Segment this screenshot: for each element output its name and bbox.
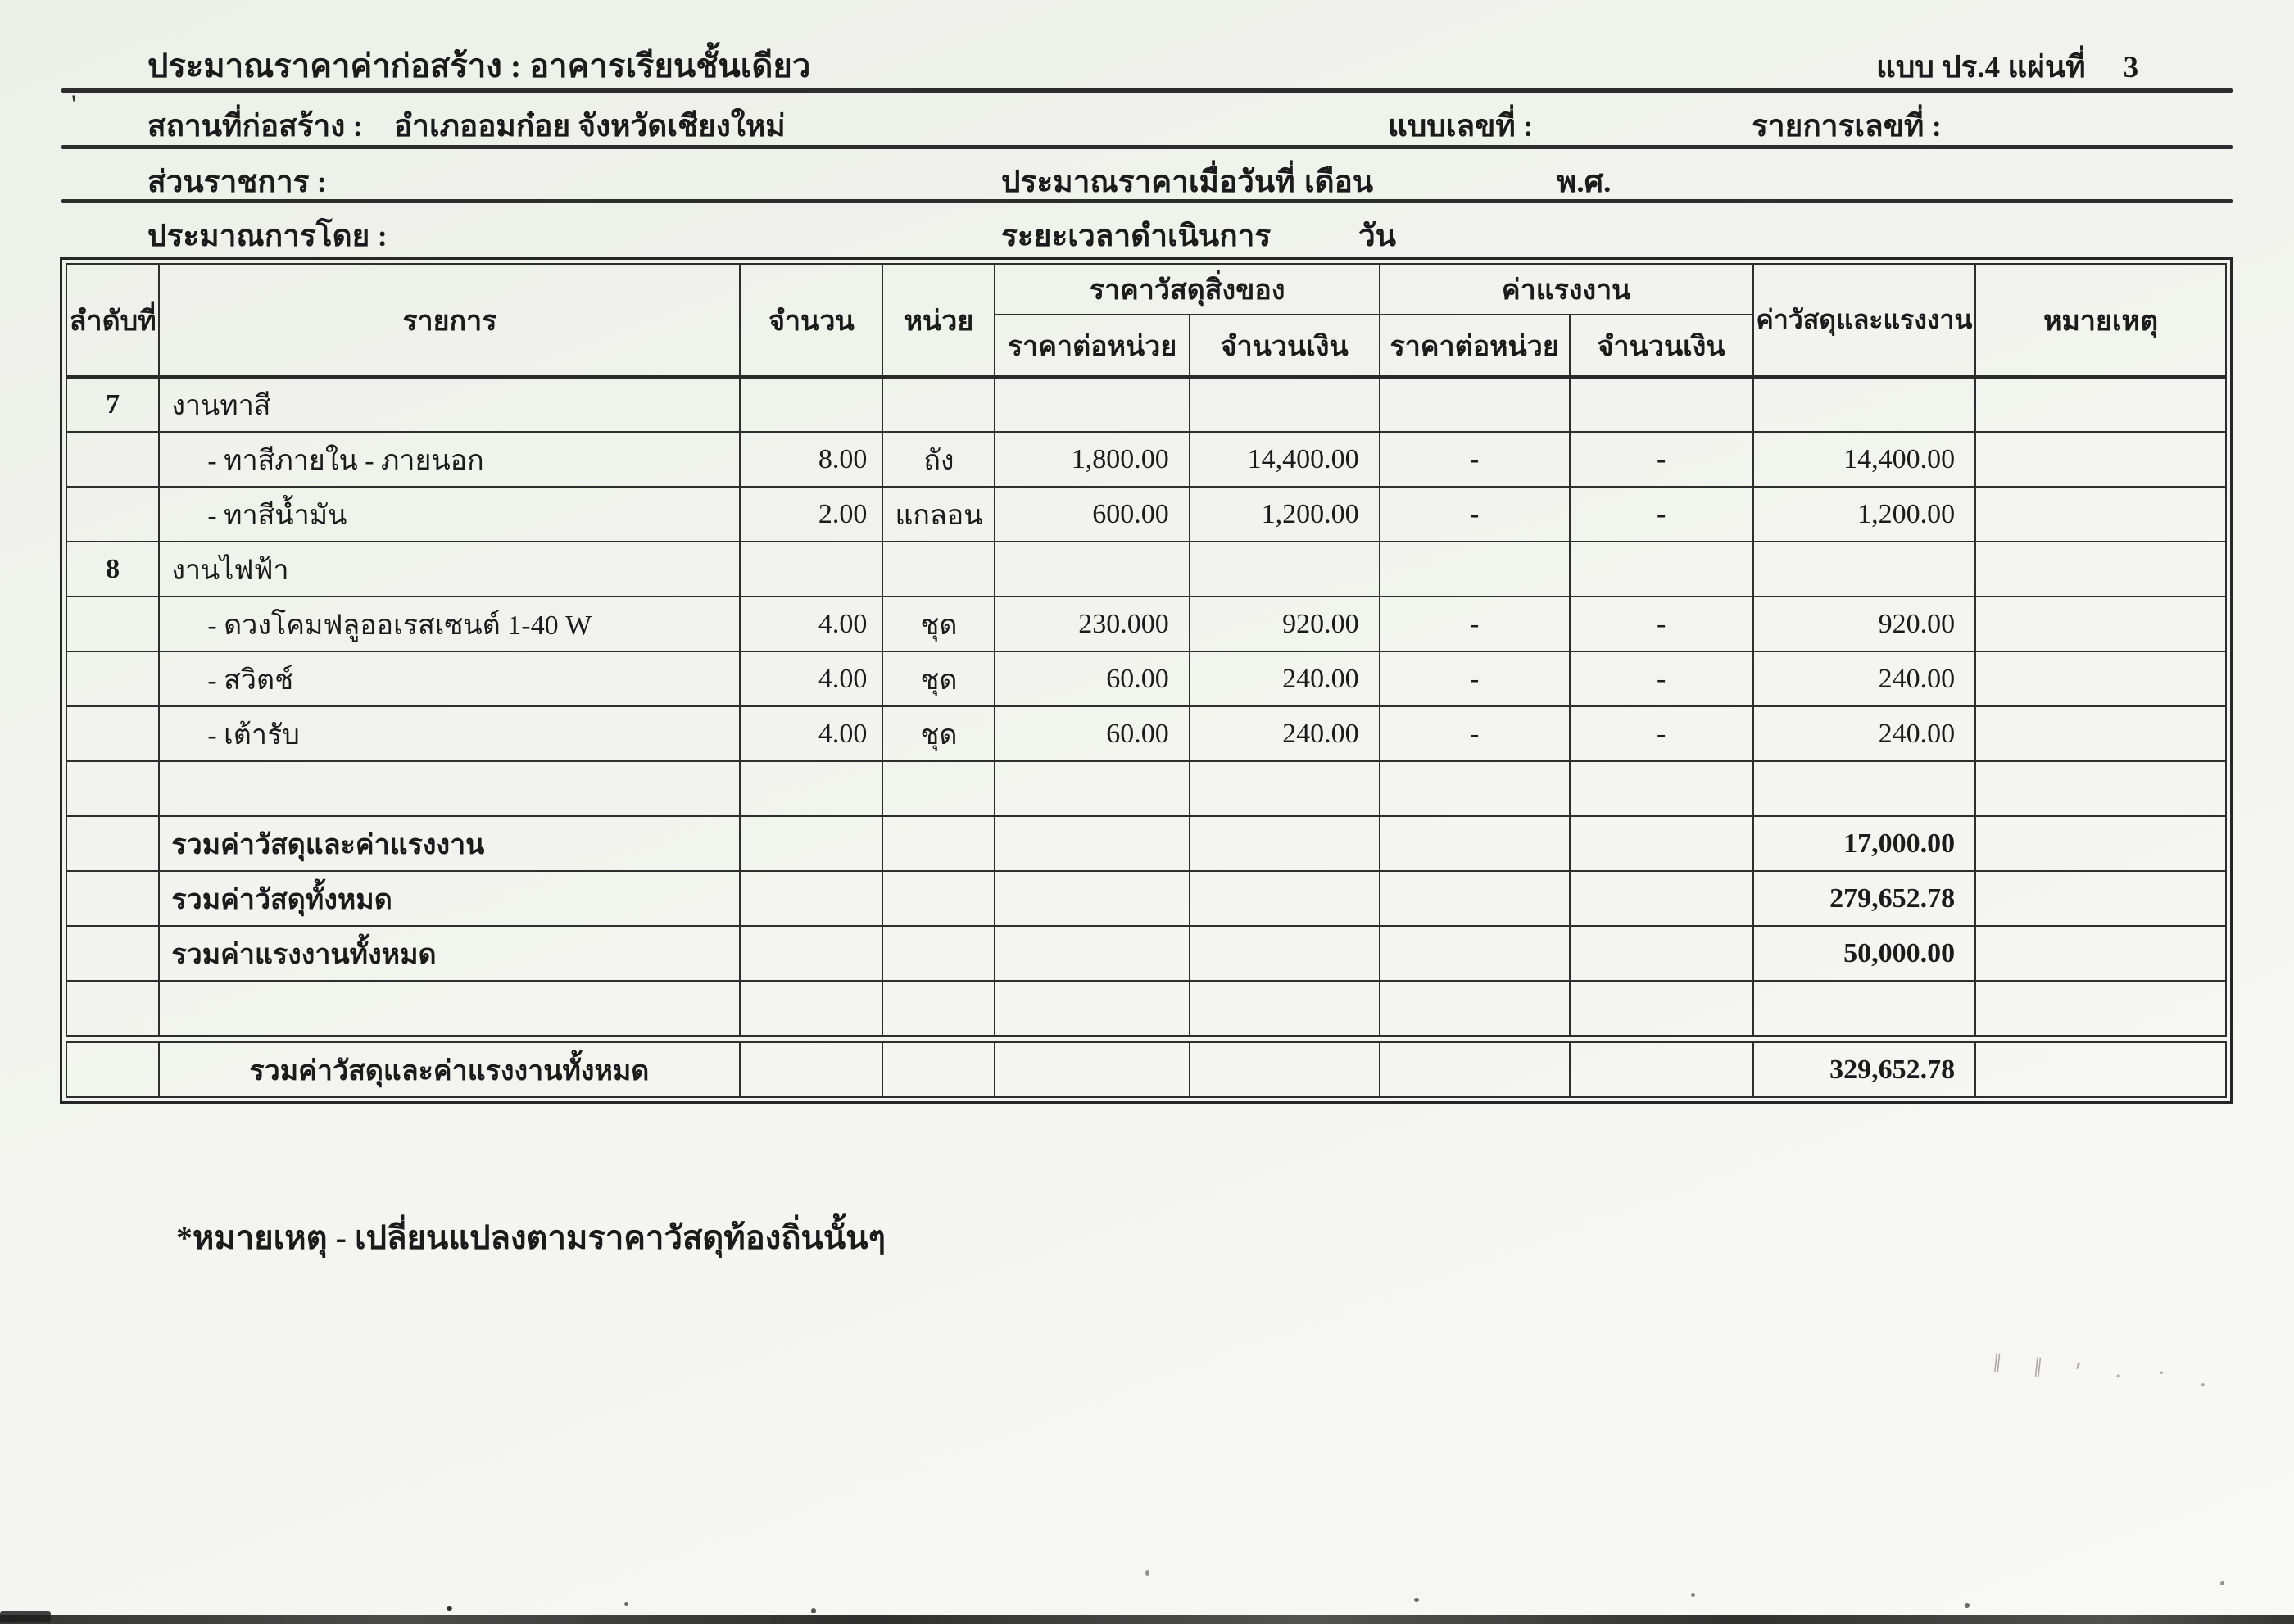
estimate-table-header <box>66 264 2226 377</box>
year-label: พ.ศ. <box>1557 166 1612 199</box>
cell-qty <box>740 871 882 926</box>
cell-remark <box>1975 597 2226 651</box>
form-reference <box>1876 43 2138 91</box>
cell-total: 920.00 <box>1753 597 1976 651</box>
construction-location <box>147 102 786 150</box>
cell-mat-amount <box>1190 981 1380 1036</box>
cell-lab-unit-price <box>1380 981 1570 1036</box>
header-remark: หมายเหตุ <box>1975 264 2226 377</box>
cell-qty: 4.00 <box>740 651 882 706</box>
cell-item: - สวิตช์ <box>159 651 740 706</box>
month-label: เดือน <box>1304 166 1374 199</box>
cell-lab-amount <box>1570 981 1753 1036</box>
cell-no <box>66 1042 159 1097</box>
table-row <box>66 651 2226 706</box>
header-material-and-labor: ค่าวัสดุและแรงงาน <box>1753 264 1976 377</box>
cell-lab-unit-price <box>1380 761 1570 816</box>
cell-remark <box>1975 1042 2226 1097</box>
cell-unit: ถัง <box>882 432 995 487</box>
cell-lab-unit-price <box>1380 377 1570 432</box>
cell-remark <box>1975 542 2226 597</box>
header-labor-amount: จำนวนเงิน <box>1570 315 1753 377</box>
header-rule-1 <box>61 88 2233 93</box>
form-ref-label: แบบ ปร.4 แผ่นที่ <box>1876 51 2086 84</box>
table-row <box>66 981 2226 1036</box>
scan-speck <box>1691 1593 1695 1597</box>
cell-no <box>66 981 159 1036</box>
estimate-table-body <box>66 377 2226 1036</box>
grand-total-row <box>66 1042 2226 1097</box>
cell-mat-unit-price <box>995 377 1189 432</box>
cell-unit <box>882 981 995 1036</box>
cell-lab-amount <box>1570 871 1753 926</box>
cell-item: งานทาสี <box>159 377 740 432</box>
cell-total: 17,000.00 <box>1753 816 1976 871</box>
table-row <box>66 542 2226 597</box>
estimate-date-label: ประมาณราคาเมื่อวันที่ <box>1001 166 1295 199</box>
cell-unit <box>882 926 995 981</box>
table-row <box>66 761 2226 816</box>
cell-mat-amount <box>1190 377 1380 432</box>
cell-item: รวมค่าวัสดุทั้งหมด <box>159 871 740 926</box>
cell-no <box>66 761 159 816</box>
header-rule-3 <box>61 199 2233 203</box>
duration-label: ระยะเวลาดำเนินการ <box>1001 220 1272 253</box>
cell-item: - เต้ารับ <box>159 706 740 761</box>
cell-mat-unit-price: 60.00 <box>995 651 1189 706</box>
header-labor-group: ค่าแรงงาน <box>1380 264 1753 315</box>
cell-mat-unit-price <box>995 926 1189 981</box>
list-no-label: รายการเลขที่ : <box>1752 110 1942 143</box>
cell-item <box>159 761 740 816</box>
cell-lab-amount <box>1570 1042 1753 1097</box>
cell-remark <box>1975 761 2226 816</box>
cell-remark <box>1975 926 2226 981</box>
footnote: *หมายเหตุ - เปลี่ยนแปลงตามราคาวัสดุท้องถิ่นนั้นๆ <box>176 1219 886 1256</box>
scan-speck <box>447 1606 452 1611</box>
cell-unit <box>882 761 995 816</box>
cell-remark <box>1975 706 2226 761</box>
header-unit: หน่วย <box>882 264 995 377</box>
cell-qty <box>740 542 882 597</box>
cell-mat-unit-price <box>995 816 1189 871</box>
cell-unit: ชุด <box>882 706 995 761</box>
scan-speck <box>811 1608 816 1613</box>
days-label: วัน <box>1358 220 1397 253</box>
cell-no <box>66 871 159 926</box>
cell-mat-unit-price: 1,800.00 <box>995 432 1189 487</box>
cell-total <box>1753 377 1976 432</box>
cell-qty: 4.00 <box>740 706 882 761</box>
cell-lab-amount <box>1570 377 1753 432</box>
scan-artifact-faint-marks: ‖ ‖ ʹ · ˙ · <box>1991 1348 2223 1403</box>
cell-qty <box>740 816 882 871</box>
table-row <box>66 487 2226 542</box>
cell-lab-amount: - <box>1570 651 1753 706</box>
scan-speck <box>1414 1598 1419 1602</box>
drawing-no-label: แบบเลขที่ : <box>1388 110 1534 143</box>
location-value: อำเภออมก๋อย จังหวัดเชียงใหม่ <box>393 110 786 143</box>
cell-lab-amount: - <box>1570 432 1753 487</box>
estimator-label: ประมาณการโดย : <box>147 220 388 253</box>
cell-no <box>66 926 159 981</box>
cell-mat-amount <box>1190 542 1380 597</box>
cell-lab-unit-price <box>1380 1042 1570 1097</box>
estimate-table <box>66 263 2227 1037</box>
cell-mat-unit-price <box>995 1042 1189 1097</box>
cell-total <box>1753 761 1976 816</box>
header-rule-2 <box>61 145 2233 149</box>
cell-remark <box>1975 487 2226 542</box>
cell-lab-amount <box>1570 542 1753 597</box>
cell-total <box>1753 981 1976 1036</box>
cell-item: รวมค่าแรงงานทั้งหมด <box>159 926 740 981</box>
table-row <box>66 871 2226 926</box>
cell-unit: ชุด <box>882 597 995 651</box>
cell-remark <box>1975 432 2226 487</box>
header-material-amount: จำนวนเงิน <box>1190 315 1380 377</box>
cell-no <box>66 432 159 487</box>
cell-mat-unit-price <box>995 761 1189 816</box>
cell-no <box>66 706 159 761</box>
scan-speck <box>1145 1570 1149 1576</box>
cell-unit <box>882 1042 995 1097</box>
cell-lab-amount <box>1570 926 1753 981</box>
cell-lab-unit-price <box>1380 871 1570 926</box>
header-labor-unit-price: ราคาต่อหน่วย <box>1380 315 1570 377</box>
table-row <box>66 706 2226 761</box>
grand-total-label: รวมค่าวัสดุและค่าแรงงานทั้งหมด <box>159 1042 740 1097</box>
cell-remark <box>1975 816 2226 871</box>
cell-unit <box>882 542 995 597</box>
scan-speck <box>1965 1603 1970 1608</box>
cell-no: 8 <box>66 542 159 597</box>
cell-lab-unit-price: - <box>1380 597 1570 651</box>
header-no: ลำดับที่ <box>66 264 159 377</box>
cell-remark <box>1975 651 2226 706</box>
cell-total: 240.00 <box>1753 651 1976 706</box>
cell-qty <box>740 981 882 1036</box>
cell-mat-amount: 14,400.00 <box>1190 432 1380 487</box>
cell-no <box>66 651 159 706</box>
scan-speck <box>624 1602 628 1606</box>
cell-mat-amount <box>1190 926 1380 981</box>
cell-qty <box>740 1042 882 1097</box>
table-row <box>66 597 2226 651</box>
cell-qty <box>740 761 882 816</box>
header-material-unit-price: ราคาต่อหน่วย <box>995 315 1189 377</box>
cell-item: รวมค่าวัสดุและค่าแรงงาน <box>159 816 740 871</box>
cell-mat-unit-price <box>995 542 1189 597</box>
cell-mat-unit-price: 230.000 <box>995 597 1189 651</box>
agency-label: ส่วนราชการ : <box>147 166 328 199</box>
location-label: สถานที่ก่อสร้าง : <box>147 110 363 143</box>
cell-remark <box>1975 871 2226 926</box>
cell-total: 1,200.00 <box>1753 487 1976 542</box>
cell-total: 50,000.00 <box>1753 926 1976 981</box>
page-title: ประมาณราคาค่าก่อสร้าง : อาคารเรียนชั้นเดียว <box>147 48 811 84</box>
table-row <box>66 816 2226 871</box>
cell-mat-amount: 920.00 <box>1190 597 1380 651</box>
header-quantity: จำนวน <box>740 264 882 377</box>
cell-total <box>1753 542 1976 597</box>
cell-lab-unit-price <box>1380 926 1570 981</box>
cell-mat-amount <box>1190 1042 1380 1097</box>
cell-remark <box>1975 981 2226 1036</box>
cell-mat-unit-price <box>995 871 1189 926</box>
cell-qty <box>740 377 882 432</box>
cell-lab-unit-price: - <box>1380 432 1570 487</box>
cell-mat-unit-price <box>995 981 1189 1036</box>
cell-lab-unit-price: - <box>1380 651 1570 706</box>
grand-total-table <box>66 1041 2227 1098</box>
cell-qty: 2.00 <box>740 487 882 542</box>
header-item: รายการ <box>159 264 740 377</box>
cell-no <box>66 487 159 542</box>
cell-mat-amount <box>1190 761 1380 816</box>
cell-unit: แกลอน <box>882 487 995 542</box>
cell-unit: ชุด <box>882 651 995 706</box>
cell-total: 14,400.00 <box>1753 432 1976 487</box>
cell-lab-unit-price <box>1380 816 1570 871</box>
cell-qty <box>740 926 882 981</box>
cell-total: 240.00 <box>1753 706 1976 761</box>
scan-speck <box>2220 1581 2224 1585</box>
cell-unit <box>882 377 995 432</box>
cell-item: - ทาสีน้ำมัน <box>159 487 740 542</box>
cell-no <box>66 816 159 871</box>
scan-edge-band <box>0 1615 2294 1624</box>
cell-lab-unit-price: - <box>1380 487 1570 542</box>
scan-artifact-tick: ' <box>70 90 78 117</box>
cell-mat-amount <box>1190 871 1380 926</box>
cell-unit <box>882 871 995 926</box>
table-row <box>66 926 2226 981</box>
cell-lab-unit-price <box>1380 542 1570 597</box>
cell-qty: 8.00 <box>740 432 882 487</box>
cell-lab-unit-price: - <box>1380 706 1570 761</box>
table-row <box>66 377 2226 432</box>
cell-mat-unit-price: 600.00 <box>995 487 1189 542</box>
sheet-number: 3 <box>2123 51 2139 84</box>
cell-lab-amount <box>1570 816 1753 871</box>
table-row <box>66 432 2226 487</box>
estimate-table-container <box>60 257 2233 1104</box>
cell-mat-unit-price: 60.00 <box>995 706 1189 761</box>
cell-item: - ทาสีภายใน - ภายนอก <box>159 432 740 487</box>
cell-lab-amount: - <box>1570 487 1753 542</box>
header-material-group: ราคาวัสดุสิ่งของ <box>995 264 1379 315</box>
cell-item <box>159 981 740 1036</box>
cell-lab-amount: - <box>1570 597 1753 651</box>
cell-mat-amount: 240.00 <box>1190 706 1380 761</box>
cell-lab-amount <box>1570 761 1753 816</box>
grand-total-value: 329,652.78 <box>1753 1042 1976 1097</box>
cell-item: งานไฟฟ้า <box>159 542 740 597</box>
cell-mat-amount <box>1190 816 1380 871</box>
cell-total: 279,652.78 <box>1753 871 1976 926</box>
cell-mat-amount: 1,200.00 <box>1190 487 1380 542</box>
cell-mat-amount: 240.00 <box>1190 651 1380 706</box>
cell-remark <box>1975 377 2226 432</box>
cell-no: 7 <box>66 377 159 432</box>
cell-qty: 4.00 <box>740 597 882 651</box>
cell-unit <box>882 816 995 871</box>
cell-item: - ดวงโคมฟลูออเรสเซนต์ 1-40 W <box>159 597 740 651</box>
cell-no <box>66 597 159 651</box>
cell-lab-amount: - <box>1570 706 1753 761</box>
